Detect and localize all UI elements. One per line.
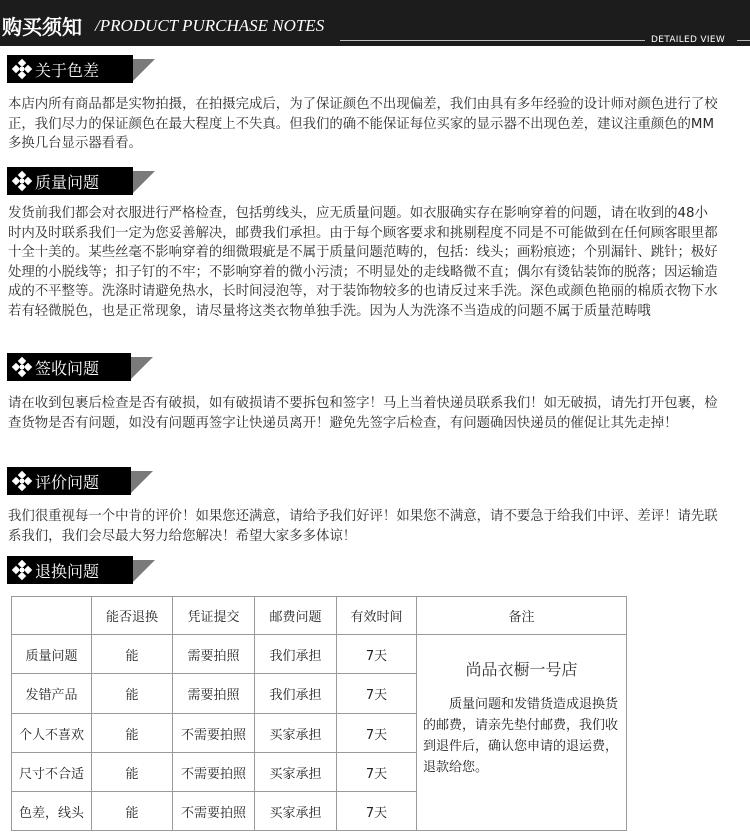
table-cell: 不需要拍照 [173,792,255,831]
section-label-text: 签收问题 [35,358,100,378]
clover-icon [13,60,31,78]
table-cell: 7天 [337,753,417,792]
section-label-text: 评价问题 [35,472,100,492]
table-cell: 需要拍照 [173,635,255,674]
table-cell: 能 [92,753,173,792]
clover-icon [13,472,31,490]
header-divider-right [737,40,750,41]
table-header-cell [12,597,92,635]
table-cell: 质量问题 [12,635,92,674]
detailed-view-link[interactable]: DETAILED VIEW [651,35,726,45]
clover-icon [13,561,31,579]
label-arrow-icon [133,171,155,193]
label-arrow-icon [131,471,153,493]
section-text-review: 我们很重视每一个中肯的评价！如果您还满意，请给予我们好评！如果您不满意，请不要急于给我们中评、差评！请先联系我们，我们会尽最大努力给您解决！希望大家多多体谅！ [8,509,718,544]
clover-icon [13,358,31,376]
table-cell: 能 [92,635,173,674]
table-cell: 需要拍照 [173,674,255,714]
header-divider-left [340,40,645,41]
table-cell: 买家承担 [255,714,337,753]
return-policy-table [11,596,627,831]
label-arrow-icon [133,59,155,81]
table-cell: 7天 [337,714,417,753]
shop-name: 尚品衣橱一号店 [465,660,578,679]
table-cell: 个人不喜欢 [12,714,92,753]
table-row [12,635,627,674]
table-cell: 7天 [337,792,417,831]
table-header-cell: 凭证提交 [173,597,255,635]
label-arrow-icon [131,357,153,379]
page-subtitle: /PRODUCT PURCHASE NOTES [95,16,325,35]
table-cell: 发错产品 [12,674,92,714]
table-cell: 我们承担 [255,635,337,674]
section-text-signing: 请在收到包裹后检查是否有破损，如有破损请不要拆包和签字！马上当着快递员联系我们！如无破损，请先打开包裹，检查货物是否有问题，如没有问题再签字让快递员离开！避免先签字后检查，有问题确因快递员的催促让其先走掉！ [8,396,718,431]
table-cell: 买家承担 [255,753,337,792]
table-cell: 买家承担 [255,792,337,831]
table-header-cell: 有效时间 [337,597,417,635]
table-header-cell: 邮费问题 [255,597,337,635]
section-text-color-difference: 本店内所有商品都是实物拍摄，在拍摄完成后，为了保证颜色不出现偏差，我们由具有多年经验的设计师对颜色进行了校正，我们尽力的保证颜色在最大程度上不失真。但我们的确不能保证每位买家的显示器不出现色差，建议注重颜色的MM多换几台显示器看看。 [8,97,718,151]
table-cell: 不需要拍照 [173,753,255,792]
table-cell: 7天 [337,635,417,674]
table-cell: 我们承担 [255,674,337,714]
table-cell: 色差，线头 [12,792,92,831]
section-text-quality: 发货前我们都会对衣服进行严格检查，包括剪线头，应无质量问题。如衣服确实存在影响穿着的问题，请在收到的48小时内及时联系我们一定为您妥善解决，邮费我们承担。由于每个顾客要求和挑剔程度不同是不可能做到在任何顾客眼里都十全十美的。某些丝毫不影响穿着的细微瑕疵是不属于质量问题范畴的，包括：线头；画粉痕迹；个别漏针、跳针；极好处理的小脱线等；扣子钉的不牢；不影响穿着的微小污渍；不明显处的走线略微不直；偶尔有烫钻装饰的脱落；因运输造成的不平整等。洗涤时请避免热水，长时间浸泡等，对于装饰物较多的也请反过来手洗。深色或颜色艳丽的棉质衣物下水若有轻微脱色，也是正常现象，请尽量将这类衣物单独手洗。因为人为洗涤不当造成的问题不属于质量范畴哦 [8,206,718,319]
table-note-cell [417,635,627,831]
table-cell: 能 [92,714,173,753]
section-label-text: 退换问题 [35,561,100,581]
table-header-cell: 能否退换 [92,597,173,635]
note-description: 质量问题和发错货造成退换货的邮费，请亲先垫付邮费，我们收到退件后，确认您申请的退运费，退款给您。 [423,697,619,775]
table-header-cell: 备注 [417,597,627,635]
clover-icon [13,172,31,190]
table-cell: 能 [92,792,173,831]
table-cell: 尺寸不合适 [12,753,92,792]
table-cell: 不需要拍照 [173,714,255,753]
label-arrow-icon [133,560,155,582]
section-label-text: 质量问题 [35,172,100,192]
section-label-text: 关于色差 [35,60,100,80]
table-cell: 7天 [337,674,417,714]
header-bar [0,0,750,46]
page-title: 购买须知 [2,15,82,39]
table-header-row [12,597,627,635]
table-cell: 能 [92,674,173,714]
